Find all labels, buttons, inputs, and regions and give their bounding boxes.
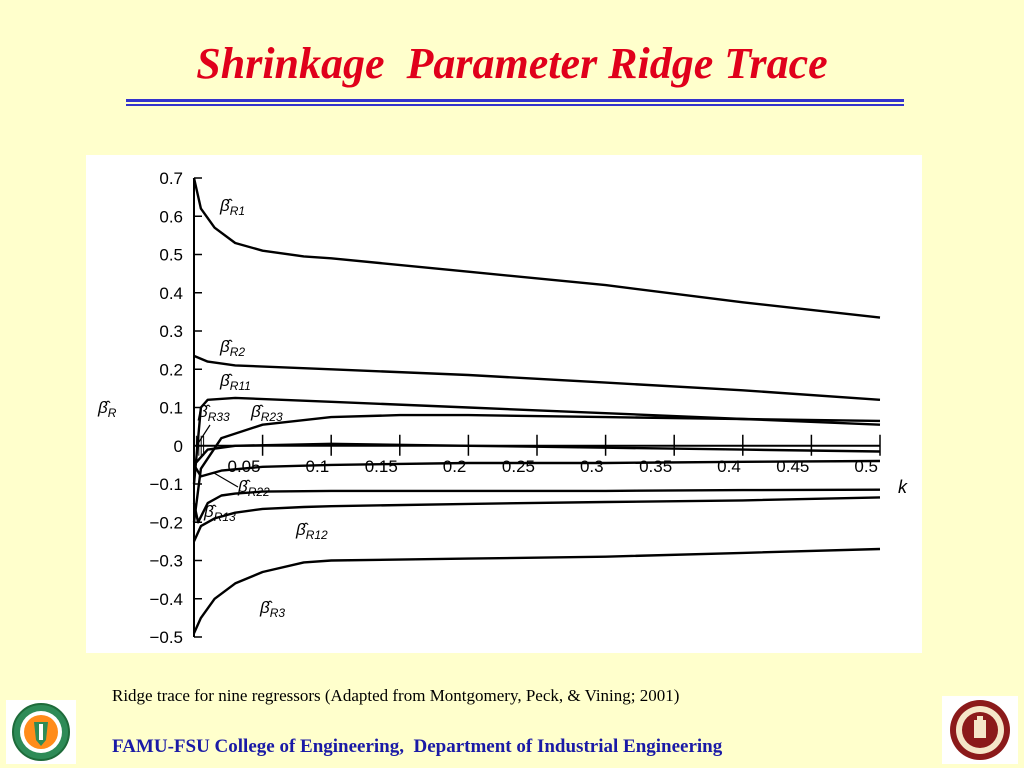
y-tick-label: −0.4 [149,589,183,609]
y-axis-label-base: β̂ [98,398,108,417]
y-tick-label: 0.4 [159,283,183,303]
series-label-base: β̂ [238,477,248,496]
x-tick-label: 0.25 [501,456,535,476]
series-label-sub: R33 [207,410,230,424]
series-label-sub: R13 [213,510,236,524]
series-label-sub: R3 [269,606,286,620]
y-tick-label: 0 [173,436,183,456]
series-label-base: β̂ [220,196,230,215]
y-tick-label: −0.1 [149,475,183,494]
fsu-seal-icon [942,696,1018,764]
series-line-r2 [194,356,880,400]
series-label-r11 [219,371,251,393]
x-tick-label: 0.05 [227,456,261,476]
x-tick-label: 0.15 [364,456,398,476]
series-label-base: β̂ [260,598,270,617]
series-line-r13 [194,490,880,523]
y-tick-label: −0.5 [149,628,183,647]
series-line-r3 [194,549,880,633]
y-tick-label: −0.2 [149,513,183,533]
title-underline [126,99,904,102]
series-label-sub: R1 [229,204,246,218]
x-axis [194,435,880,476]
series-label-r33 [197,402,230,424]
slide-title: Shrinkage Parameter Ridge Trace [196,39,828,88]
ridge-trace-chart-panel [86,155,922,653]
series-label-r12 [295,520,328,542]
x-tick-label: 0.2 [442,456,467,476]
series-label-base: β̂ [220,371,230,390]
series-lines [194,178,880,633]
series-label-base: β̂ [198,402,208,421]
series-label-sub: R22 [247,485,270,499]
x-axis-label: k [898,477,907,497]
series-line-r1 [194,178,880,318]
series-label-sub: R11 [229,379,251,393]
y-axis-label-sub: R [107,406,117,420]
series-label-sub: R12 [305,528,328,542]
x-tick-label: 0.1 [305,456,330,476]
x-tick-label: 0.4 [717,456,741,476]
y-tick-label: −0.3 [149,551,183,571]
y-axis [149,169,202,647]
title-underline-secondary [126,104,904,106]
y-tick-label: 0.7 [159,169,183,188]
x-tick-label: 0.3 [579,456,604,476]
series-label-r3 [259,598,285,620]
x-tick-label: 0.35 [639,456,673,476]
series-label-sub: R23 [260,410,283,424]
figure-caption: Ridge trace for nine regressors (Adapted from Montgomery, Peck, & Vining; 2001) [112,686,680,705]
y-tick-label: 0.3 [159,322,183,341]
y-tick-label: 0.1 [159,398,183,418]
series-label-sub: R2 [229,345,246,359]
y-tick-label: 0.5 [159,245,183,265]
y-tick-label: 0.2 [159,360,183,380]
series-labels [197,196,328,620]
series-label-base: β̂ [220,337,230,356]
series-label-base: β̂ [251,402,261,421]
series-label-base: β̂ [296,520,306,539]
series-label-r1 [219,196,245,218]
ridge-trace-chart [86,155,922,653]
y-axis-label [97,398,117,420]
series-label-r2 [219,337,245,359]
series-label-r22 [237,477,270,499]
series-label-base: β̂ [204,502,214,521]
x-tick-label: 0.45 [776,456,810,476]
footer-text: FAMU-FSU College of Engineering, Department of Industrial Engineering [112,736,723,757]
famu-seal-icon [6,700,76,764]
x-tick-label: 0.5 [854,456,878,476]
y-tick-label: 0.6 [159,207,183,227]
series-label-r23 [250,402,283,424]
series-label-r13 [203,502,236,524]
